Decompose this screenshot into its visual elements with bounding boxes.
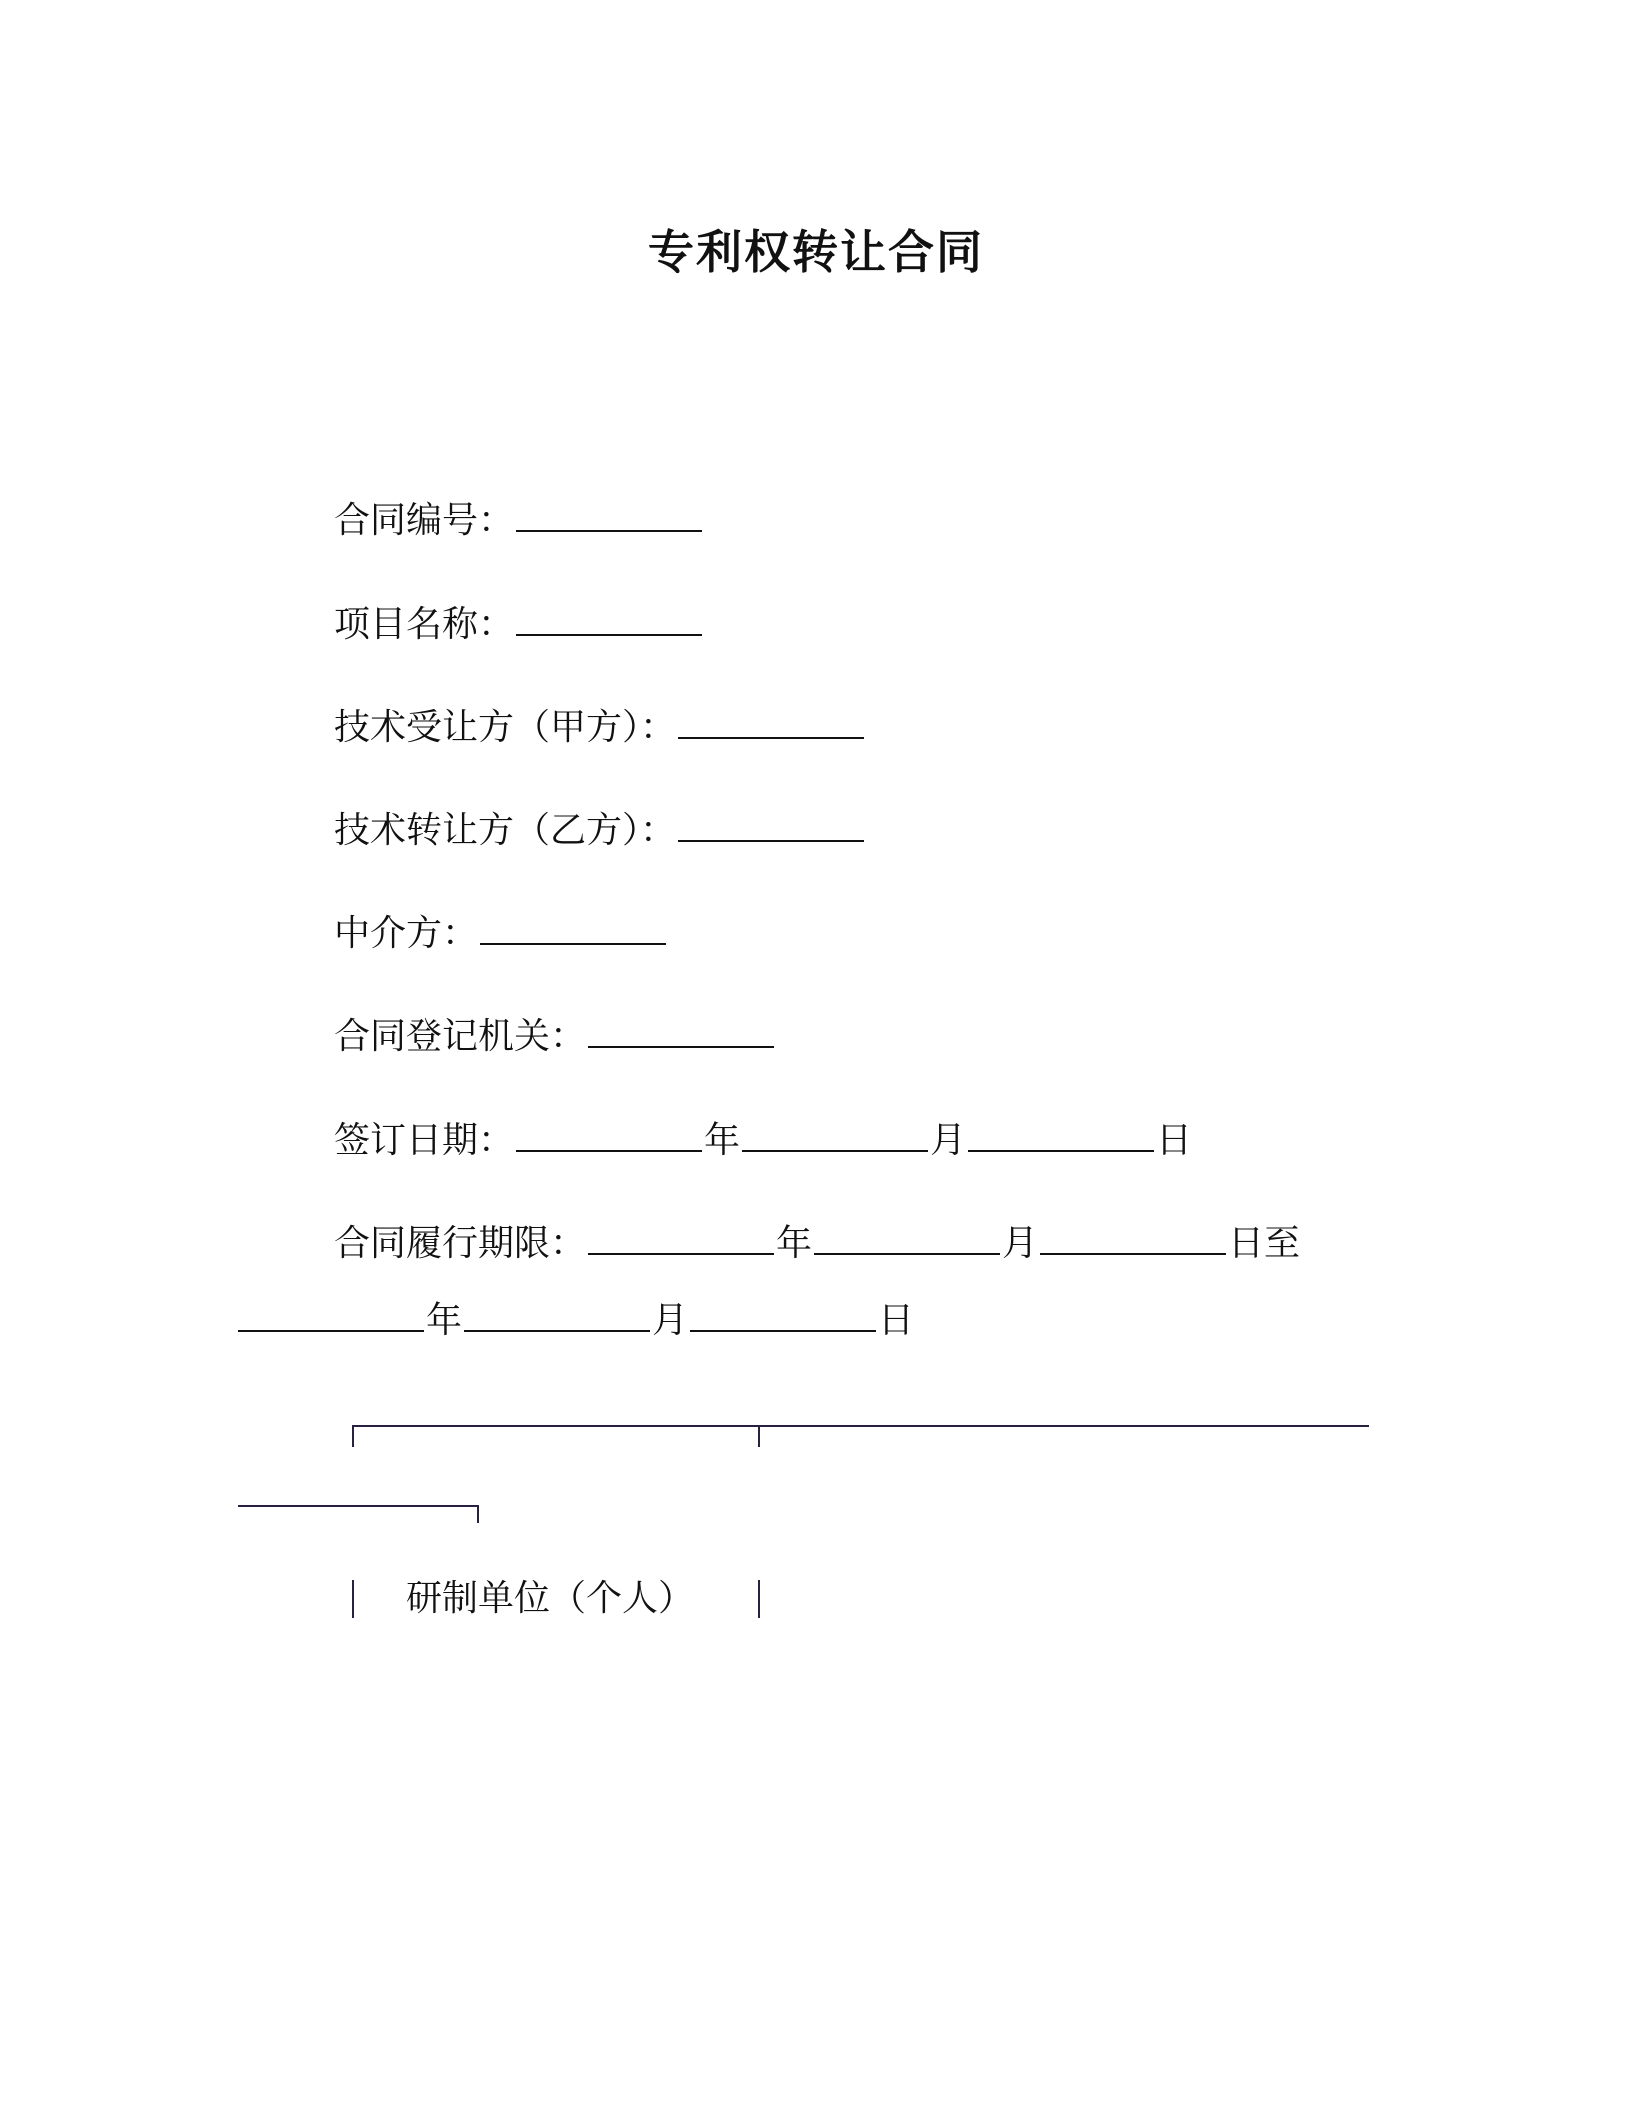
term-start-day-blank[interactable]: [1040, 1219, 1226, 1255]
contract-number-blank[interactable]: [516, 496, 702, 532]
contract-number-label: 合同编号：: [334, 500, 515, 541]
intermediary-blank[interactable]: [480, 909, 666, 945]
box-right-bar: [758, 1580, 760, 1618]
term-start-day-unit: 日至: [1228, 1223, 1301, 1264]
term-end-day-unit: 日: [878, 1300, 915, 1341]
document-title: 专利权转让合同: [648, 225, 984, 279]
term-end-row: [238, 1296, 914, 1345]
party-a-blank[interactable]: [678, 703, 864, 739]
term-end-month-blank[interactable]: [464, 1296, 650, 1332]
box-top-mid-tick: [758, 1425, 760, 1447]
developer-label: 研制单位（个人）: [406, 1578, 695, 1619]
contract-number-row: [334, 496, 704, 545]
term-end-day-blank[interactable]: [690, 1296, 876, 1332]
registry-blank[interactable]: [588, 1012, 774, 1048]
sign-day-blank[interactable]: [968, 1116, 1154, 1152]
registry-row: [334, 1012, 776, 1061]
box-second-rule: [238, 1505, 479, 1507]
box-second-tick: [477, 1505, 479, 1523]
term-row: [334, 1219, 1300, 1268]
term-end-year-blank[interactable]: [238, 1296, 424, 1332]
sign-year-blank[interactable]: [516, 1116, 702, 1152]
term-start-month-blank[interactable]: [814, 1219, 1000, 1255]
sign-year-unit: 年: [704, 1120, 741, 1161]
intermediary-row: [334, 909, 668, 958]
box-left-bar: [352, 1580, 354, 1618]
box-top-rule: [352, 1425, 1369, 1427]
term-start-year-unit: 年: [776, 1223, 813, 1264]
term-start-month-unit: 月: [1002, 1223, 1039, 1264]
party-b-label: 技术转让方（乙方）：: [334, 810, 677, 851]
party-a-label: 技术受让方（甲方）：: [334, 707, 677, 748]
term-end-month-unit: 月: [652, 1300, 689, 1341]
party-a-row: [334, 703, 866, 752]
project-name-label: 项目名称：: [334, 604, 515, 645]
sign-date-row: [334, 1116, 1192, 1165]
registry-label: 合同登记机关：: [334, 1016, 587, 1057]
party-b-row: [334, 806, 866, 855]
intermediary-label: 中介方：: [334, 913, 479, 954]
party-b-blank[interactable]: [678, 806, 864, 842]
sign-month-blank[interactable]: [742, 1116, 928, 1152]
term-label: 合同履行期限：: [334, 1223, 587, 1264]
term-end-year-unit: 年: [426, 1300, 463, 1341]
term-start-year-blank[interactable]: [588, 1219, 774, 1255]
box-top-left-tick: [352, 1425, 354, 1447]
sign-day-unit: 日: [1156, 1120, 1193, 1161]
sign-date-label: 签订日期：: [334, 1120, 515, 1161]
project-name-blank[interactable]: [516, 600, 702, 636]
project-name-row: [334, 600, 704, 649]
sign-month-unit: 月: [930, 1120, 967, 1161]
